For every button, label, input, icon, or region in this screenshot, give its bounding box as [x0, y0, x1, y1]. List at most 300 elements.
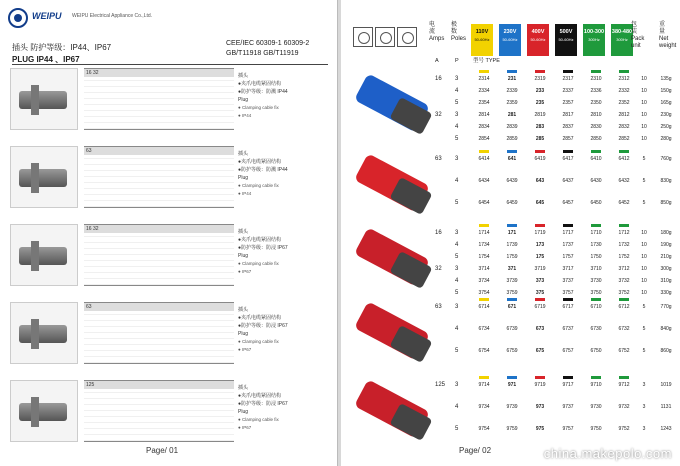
desc-cn: 插头: [238, 385, 249, 391]
voltage-swatch: [535, 376, 545, 379]
spec-current: 16: [86, 70, 92, 76]
poles-value: 4: [455, 278, 459, 284]
type-code: 6457: [562, 200, 574, 206]
desc-en-title: Plug: [238, 175, 249, 181]
net-weight: 850g: [660, 200, 672, 206]
type-code: 9710: [590, 382, 602, 388]
pack-unit: 10: [641, 278, 647, 284]
type-code: 671: [507, 304, 517, 310]
type-code: 6417: [562, 156, 574, 162]
type-code: 9714: [478, 382, 490, 388]
poles-value: 3: [455, 304, 459, 310]
voltage-swatch: [591, 298, 601, 301]
type-code: 1737: [562, 242, 574, 248]
desc-cn: 插头: [238, 229, 249, 235]
plug-photo: [349, 374, 439, 452]
poles-value: 4: [455, 242, 459, 248]
voltage-box: [499, 24, 521, 56]
cert-iec: CEE/IEC 60309-1 60309-2: [226, 40, 310, 47]
type-code: 3710: [590, 266, 602, 272]
net-weight: 840g: [660, 326, 672, 332]
desc-en-2: ● IP67: [238, 269, 252, 274]
brand-subtitle: WEIPU Electrical Appliance Co.,Ltd.: [72, 13, 153, 19]
feature-2: ●防护等级：防溅: [238, 89, 277, 95]
type-code: 2336: [590, 88, 602, 94]
poles-value: 3: [455, 230, 459, 236]
type-code: 3737: [562, 278, 574, 284]
net-weight: 180g: [660, 230, 672, 236]
type-code: 6719: [534, 304, 546, 310]
voltage-hz: 300Hz: [588, 37, 600, 42]
pack-unit: 10: [641, 242, 647, 248]
ip-rating: IP44: [277, 167, 288, 173]
type-code: 643: [535, 178, 545, 184]
plug-photo: [349, 222, 439, 300]
poles-value: 4: [455, 178, 459, 184]
type-code: 3754: [478, 290, 490, 296]
type-code: 6730: [590, 326, 602, 332]
pack-unit: 5: [642, 304, 646, 310]
type-code: 6450: [590, 200, 602, 206]
poles-value: 4: [455, 124, 459, 130]
spec-table: [84, 68, 234, 130]
voltage-value: 100-300: [583, 29, 605, 35]
net-weight: 250g: [660, 124, 672, 130]
type-code: 2837: [562, 124, 574, 130]
spec-current-2: 32: [92, 226, 99, 232]
watermark: china.makepolo.com: [543, 446, 672, 461]
pack-unit: 10: [641, 112, 647, 118]
type-code: 6432: [618, 178, 630, 184]
net-weight: 190g: [660, 242, 672, 248]
type-code: 2312: [618, 76, 630, 82]
type-code: 2354: [478, 100, 490, 106]
title-english: PLUG IP44 、IP67: [12, 55, 80, 64]
type-code: 9719: [534, 382, 546, 388]
socket-4pin-icon: [375, 27, 395, 47]
plug-description: [238, 228, 328, 276]
type-code: 645: [535, 200, 545, 206]
voltage-swatch: [619, 298, 629, 301]
voltage-swatch: [591, 376, 601, 379]
type-code: 375: [535, 290, 545, 296]
net-weight: 1131: [660, 404, 672, 410]
type-code: 1739: [506, 242, 518, 248]
unit-p: P: [455, 58, 459, 64]
type-code: 9734: [478, 404, 490, 410]
type-code: 675: [535, 348, 545, 354]
net-weight: 860g: [660, 348, 672, 354]
voltage-box: [555, 24, 577, 56]
voltage-hz: 50-60Hz: [502, 37, 518, 42]
brand-name: WEIPU: [32, 11, 62, 21]
plug-photo: [349, 68, 439, 146]
product-block: [10, 380, 330, 448]
spec-current: 63: [86, 148, 92, 154]
type-code: 231: [507, 76, 517, 82]
type-code: 6732: [618, 326, 630, 332]
poles-value: 5: [455, 100, 459, 106]
net-weight: 165g: [660, 100, 672, 106]
amp-value: 16: [435, 76, 442, 82]
net-weight: 760g: [660, 156, 672, 162]
weight-label: 重量 Net weight: [659, 22, 677, 49]
type-code: 1734: [478, 242, 490, 248]
type-code: 6430: [590, 178, 602, 184]
type-code: 2834: [478, 124, 490, 130]
type-code: 171: [507, 230, 517, 236]
amp-value: 32: [435, 112, 442, 118]
poles-value: 3: [455, 266, 459, 272]
voltage-box: [611, 24, 633, 56]
type-code: 9750: [590, 426, 602, 432]
type-code: 1732: [618, 242, 630, 248]
type-code: 2859: [506, 136, 518, 142]
voltage-box: [471, 24, 493, 56]
type-code: 9754: [478, 426, 490, 432]
net-weight: 300g: [660, 266, 672, 272]
desc-cn: 插头: [238, 73, 249, 79]
plug-drawing: [10, 68, 78, 130]
feature-1: ●夹爪电缆紧固结构: [238, 81, 282, 87]
type-code: 3752: [618, 290, 630, 296]
poles-value: 5: [455, 348, 459, 354]
type-code: 3734: [478, 278, 490, 284]
voltage-swatch: [479, 298, 489, 301]
type-code: 1717: [562, 230, 574, 236]
voltage-value: 500V: [559, 29, 573, 35]
plug-photo: [349, 148, 439, 226]
desc-cn: 插头: [238, 151, 249, 157]
type-code: 6710: [590, 304, 602, 310]
net-weight: 330g: [660, 290, 672, 296]
type-code: 1730: [590, 242, 602, 248]
type-code: 6717: [562, 304, 574, 310]
desc-en-1: ● Clamping cable fix: [238, 417, 279, 422]
amp-value: 32: [435, 266, 442, 272]
ip-rating: IP67: [277, 323, 288, 329]
type-code: 9732: [618, 404, 630, 410]
pack-unit: 10: [641, 230, 647, 236]
type-code: 641: [507, 156, 517, 162]
type-code: 2359: [506, 100, 518, 106]
plug-photo: [349, 296, 439, 374]
amp-value: 125: [435, 382, 446, 388]
type-code: 6757: [562, 348, 574, 354]
voltage-swatch: [619, 150, 629, 153]
net-weight: 1243: [660, 426, 672, 432]
desc-en-2: ● IP67: [238, 347, 252, 352]
voltage-swatch: [591, 150, 601, 153]
ip-rating: IP44: [277, 89, 288, 95]
spec-table: [84, 224, 234, 286]
pack-unit: 3: [642, 382, 646, 388]
type-code: 6414: [478, 156, 490, 162]
type-code: 6439: [506, 178, 518, 184]
spec-current: 125: [86, 382, 95, 388]
pack-unit: 10: [641, 290, 647, 296]
type-code: 2339: [506, 88, 518, 94]
table-header: [341, 0, 680, 62]
type-code: 9759: [506, 426, 518, 432]
voltage-swatch: [619, 70, 629, 73]
poles-value: 5: [455, 290, 459, 296]
page-number-left: Page/ 01: [146, 446, 179, 455]
poles-value: 3: [455, 76, 459, 82]
type-code: 1714: [478, 230, 490, 236]
right-page: [341, 0, 680, 466]
type-code: 9712: [618, 382, 630, 388]
desc-en-title: Plug: [238, 97, 249, 103]
voltage-swatch: [535, 224, 545, 227]
plug-drawing: [10, 302, 78, 364]
desc-en-title: Plug: [238, 331, 249, 337]
poles-value: 4: [455, 88, 459, 94]
pack-unit: 5: [642, 348, 646, 354]
type-code: 673: [535, 326, 545, 332]
feature-2: ●防护等级：防溅: [238, 167, 277, 173]
type-code: 2857: [562, 136, 574, 142]
type-code: 281: [507, 112, 517, 118]
feature-1: ●夹爪电缆紧固结构: [238, 159, 282, 165]
divider: [12, 64, 328, 65]
voltage-hz: 50-60Hz: [530, 37, 546, 42]
type-code: 6410: [590, 156, 602, 162]
type-code: 1752: [618, 254, 630, 260]
ip-rating: IP67: [277, 245, 288, 251]
feature-2: ●防护等级：防浸: [238, 401, 277, 407]
desc-en-2: ● IP44: [238, 113, 252, 118]
unit-a: A: [435, 58, 439, 64]
desc-en-title: Plug: [238, 253, 249, 259]
type-code: 9737: [562, 404, 574, 410]
feature-1: ●夹爪电缆紧固结构: [238, 237, 282, 243]
net-weight: 150g: [660, 88, 672, 94]
type-code: 3750: [590, 290, 602, 296]
voltage-swatch: [535, 150, 545, 153]
type-code: 3714: [478, 266, 490, 272]
plug-description: [238, 384, 328, 432]
voltage-box: [583, 24, 605, 56]
voltage-box: [527, 24, 549, 56]
amp-value: 63: [435, 156, 442, 162]
desc-en-1: ● Clamping cable fix: [238, 261, 279, 266]
voltage-swatch: [479, 70, 489, 73]
type-code: 175: [535, 254, 545, 260]
type-code: 2817: [562, 112, 574, 118]
type-code: 6754: [478, 348, 490, 354]
voltage-swatch: [619, 224, 629, 227]
type-code: 6734: [478, 326, 490, 332]
type-code: 2850: [590, 136, 602, 142]
left-page: [0, 0, 338, 466]
voltage-swatch: [535, 70, 545, 73]
type-code: 6712: [618, 304, 630, 310]
voltage-swatch: [563, 224, 573, 227]
desc-en-1: ● Clamping cable fix: [238, 339, 279, 344]
poles-value: 5: [455, 200, 459, 206]
pack-label: 包装 Pack unit: [631, 22, 645, 49]
voltage-value: 400V: [531, 29, 545, 35]
socket-5pin-icon: [397, 27, 417, 47]
pack-unit: 10: [641, 254, 647, 260]
spec-table: [84, 146, 234, 208]
type-code: 9739: [506, 404, 518, 410]
voltage-swatch: [507, 298, 517, 301]
voltage-swatch: [591, 70, 601, 73]
type-code: 2819: [534, 112, 546, 118]
desc-en-1: ● Clamping cable fix: [238, 183, 279, 188]
type-code: 2319: [534, 76, 546, 82]
type-code: 975: [535, 426, 545, 432]
type-code: 1719: [534, 230, 546, 236]
product-block: [10, 302, 330, 370]
type-code: 2357: [562, 100, 574, 106]
ip-rating: IP67: [277, 401, 288, 407]
type-code: 6434: [478, 178, 490, 184]
pack-unit: 5: [642, 156, 646, 162]
type-code: 9730: [590, 404, 602, 410]
weipu-logo-icon: [8, 8, 28, 28]
amp-value: 16: [435, 230, 442, 236]
type-code: 173: [535, 242, 545, 248]
net-weight: 280g: [660, 136, 672, 142]
type-code: 9717: [562, 382, 574, 388]
pack-unit: 5: [642, 326, 646, 332]
voltage-swatch: [563, 150, 573, 153]
type-code: 2810: [590, 112, 602, 118]
type-code: 6412: [618, 156, 630, 162]
voltage-value: 380-480: [611, 29, 633, 35]
type-code: 2314: [478, 76, 490, 82]
type-code: 2812: [618, 112, 630, 118]
type-code: 973: [535, 404, 545, 410]
pack-unit: 10: [641, 136, 647, 142]
desc-en-title: Plug: [238, 409, 249, 415]
type-code: 3712: [618, 266, 630, 272]
type-code: 6459: [506, 200, 518, 206]
type-code: 371: [507, 266, 517, 272]
type-code: 6739: [506, 326, 518, 332]
type-code: 2352: [618, 100, 630, 106]
voltage-swatch: [479, 376, 489, 379]
cert-gb: GB/T11918 GB/T11919: [226, 50, 299, 57]
poles-value: 5: [455, 426, 459, 432]
type-code: 6714: [478, 304, 490, 310]
pack-unit: 10: [641, 124, 647, 130]
voltage-swatch: [479, 224, 489, 227]
type-code: 3739: [506, 278, 518, 284]
type-code: 2332: [618, 88, 630, 94]
plug-drawing: [10, 224, 78, 286]
poles-value: 4: [455, 326, 459, 332]
voltage-swatch: [507, 224, 517, 227]
pack-unit: 10: [641, 100, 647, 106]
plug-description: [238, 72, 328, 120]
voltage-swatch: [479, 150, 489, 153]
product-block: [10, 146, 330, 214]
net-weight: 310g: [660, 278, 672, 284]
voltage-swatch: [619, 376, 629, 379]
poles-value: 5: [455, 136, 459, 142]
net-weight: 210g: [660, 254, 672, 260]
net-weight: 1019: [660, 382, 672, 388]
voltage-swatch: [591, 224, 601, 227]
socket-3pin-icon: [353, 27, 373, 47]
type-code: 1754: [478, 254, 490, 260]
voltage-swatch: [563, 70, 573, 73]
type-code: 3759: [506, 290, 518, 296]
pack-unit: 10: [641, 76, 647, 82]
poles-value: 5: [455, 254, 459, 260]
voltage-swatch: [535, 298, 545, 301]
type-code: 2830: [590, 124, 602, 130]
feature-2: ●防护等级：防浸: [238, 245, 277, 251]
type-code: 2852: [618, 136, 630, 142]
type-code: 6750: [590, 348, 602, 354]
type-code: 283: [535, 124, 545, 130]
type-code: 1710: [590, 230, 602, 236]
type-code: 3719: [534, 266, 546, 272]
voltage-hz: 300Hz: [616, 37, 628, 42]
type-code: 3717: [562, 266, 574, 272]
pack-unit: 10: [641, 88, 647, 94]
voltage-swatch: [563, 298, 573, 301]
pack-unit: 10: [641, 266, 647, 272]
type-code: 373: [535, 278, 545, 284]
type-code: 6452: [618, 200, 630, 206]
type-code: 2832: [618, 124, 630, 130]
type-code: 3730: [590, 278, 602, 284]
product-block: [10, 68, 330, 136]
feature-1: ●夹爪电缆紧固结构: [238, 393, 282, 399]
type-code: 9752: [618, 426, 630, 432]
voltage-swatch: [507, 376, 517, 379]
amp-value: 63: [435, 304, 442, 310]
type-code: 6737: [562, 326, 574, 332]
type-code: 6437: [562, 178, 574, 184]
poles-value: 4: [455, 404, 459, 410]
type-code: 235: [535, 100, 545, 106]
title-chinese: 插头 防护等级：IP44、IP67: [12, 43, 112, 52]
type-label: 型号 TYPE: [473, 58, 500, 64]
voltage-swatch: [563, 376, 573, 379]
poles-value: 3: [455, 112, 459, 118]
spec-current: 16: [86, 226, 92, 232]
type-code: 2814: [478, 112, 490, 118]
net-weight: 770g: [660, 304, 672, 310]
type-code: 9757: [562, 426, 574, 432]
type-code: 2317: [562, 76, 574, 82]
pack-unit: 5: [642, 200, 646, 206]
spec-current: 63: [86, 304, 92, 310]
type-code: 1712: [618, 230, 630, 236]
voltage-hz: 50-60Hz: [558, 37, 574, 42]
net-weight: 830g: [660, 178, 672, 184]
pack-unit: 3: [642, 426, 646, 432]
type-code: 2350: [590, 100, 602, 106]
feature-1: ●夹爪电缆紧固结构: [238, 315, 282, 321]
type-code: 6419: [534, 156, 546, 162]
pack-unit: 3: [642, 404, 646, 410]
type-code: 233: [535, 88, 545, 94]
net-weight: 135g: [660, 76, 672, 82]
type-code: 2337: [562, 88, 574, 94]
type-code: 971: [507, 382, 517, 388]
type-code: 1750: [590, 254, 602, 260]
type-code: 285: [535, 136, 545, 142]
type-code: 6759: [506, 348, 518, 354]
